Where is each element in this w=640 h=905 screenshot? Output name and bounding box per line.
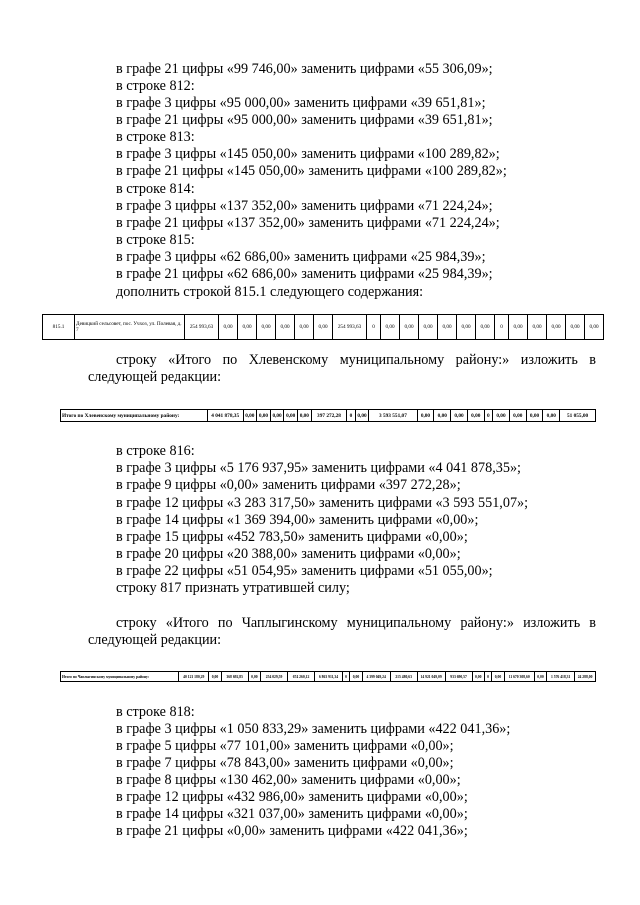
table-cell: 254 993,63: [185, 315, 219, 340]
table-cell: 0,00: [509, 410, 526, 422]
table-cell: 0,00: [528, 315, 547, 340]
table-cell: 0,00: [270, 410, 284, 422]
table-cell: Итого по Чаплыгинскому муниципальному району:: [61, 672, 179, 682]
table-cell: 0,00: [543, 410, 560, 422]
table-cell: Девицкий сельсовет, пос. Учхоз, ул. Полевая, д. 7: [75, 315, 185, 340]
table-cell: 0,00: [400, 315, 419, 340]
table-cell: 0,00: [547, 315, 566, 340]
paragraph-chaplyginsky-line2: следующей редакции:: [88, 632, 222, 648]
table-cell: 0: [367, 315, 381, 340]
text-line: в графе 3 цифры «62 686,00» заменить цифрами «25 984,39»;: [116, 249, 486, 265]
text-line: в графе 14 цифры «321 037,00» заменить цифрами «0,00»;: [116, 806, 468, 822]
table-cell: 0,00: [467, 410, 484, 422]
table-cell: 0,00: [492, 672, 504, 682]
text-line: в графе 21 цифры «99 746,00» заменить цифрами «55 306,09»;: [116, 61, 493, 77]
text-line: в графе 21 цифры «137 352,00» заменить цифрами «71 224,24»;: [116, 215, 500, 231]
text-line: в графе 3 цифры «1 050 833,29» заменить цифрами «422 041,36»;: [116, 721, 511, 737]
table-cell: 0,00: [457, 315, 476, 340]
table-cell: 0: [484, 410, 492, 422]
table-cell: 397 272,28: [311, 410, 347, 422]
table-cell: 0,00: [493, 410, 510, 422]
text-line: в строке 816:: [116, 443, 195, 459]
table-cell: 0,00: [238, 315, 257, 340]
paragraph-chaplyginsky-line1: строку «Итого по Чаплыгинскому муниципальному району:» изложить в: [116, 615, 596, 631]
text-line: в графе 3 цифры «95 000,00» заменить цифрами «39 651,81»;: [116, 95, 486, 111]
text-line: дополнить строкой 815.1 следующего содержания:: [116, 284, 424, 300]
table-cell: 14 921 049,09: [417, 672, 445, 682]
table-cell: 0,00: [355, 410, 369, 422]
text-line: в строке 815:: [116, 232, 195, 248]
table-cell: 11 670 308,60: [504, 672, 534, 682]
table-cell: 215 480,63: [390, 672, 417, 682]
table-cell: 0,00: [298, 410, 312, 422]
text-line: в графе 7 цифры «78 843,00» заменить цифрами «0,00»;: [116, 755, 454, 771]
table-cell: 0: [342, 672, 349, 682]
table-cell: 254 029,59: [261, 672, 288, 682]
table-cell: 0,00: [585, 315, 604, 340]
table-cell: 0: [495, 315, 509, 340]
text-line: в графе 22 цифры «51 054,95» заменить цифрами «51 055,00»;: [116, 563, 493, 579]
table-cell: 0,00: [476, 315, 495, 340]
text-line: в строке 814:: [116, 181, 195, 197]
table-cell: 0,00: [451, 410, 468, 422]
text-line: в строке 812:: [116, 78, 195, 94]
text-line: строку 817 признать утратившей силу;: [116, 580, 350, 596]
table-cell: 0,00: [284, 410, 298, 422]
table-cell: 0,00: [438, 315, 457, 340]
table-cell: 0,00: [257, 410, 271, 422]
table-cell: 815.1: [43, 315, 75, 340]
table-cell: 0,00: [417, 410, 434, 422]
text-line: в графе 20 цифры «20 388,00» заменить цифрами «0,00»;: [116, 546, 461, 562]
table-total-chaplyginsky: [60, 671, 596, 682]
text-line: в графе 21 цифры «145 050,00» заменить цифрами «100 289,82»;: [116, 163, 507, 179]
table-cell: 40 121 180,29: [179, 672, 209, 682]
table-cell: 0: [484, 672, 491, 682]
table-cell: 0,00: [350, 672, 362, 682]
table-cell: 0,00: [248, 672, 260, 682]
table-total-khlevensky: [60, 409, 596, 422]
table-cell: 0,00: [314, 315, 333, 340]
table-cell: 4 399 049,24: [362, 672, 390, 682]
text-line: в графе 3 цифры «5 176 937,95» заменить цифрами «4 041 878,35»;: [116, 460, 521, 476]
text-line: в графе 21 цифры «0,00» заменить цифрами «422 041,36»;: [116, 823, 468, 839]
table-cell: 0,00: [219, 315, 238, 340]
text-line: в строке 818:: [116, 704, 195, 720]
table-cell: 3 593 551,07: [369, 410, 417, 422]
table-cell: 0,00: [509, 315, 528, 340]
text-line: в графе 21 цифры «95 000,00» заменить цифрами «39 651,81»;: [116, 112, 493, 128]
table-cell: 0,00: [381, 315, 400, 340]
table-cell: 368 692,85: [221, 672, 248, 682]
table-cell: 0,00: [526, 410, 543, 422]
text-line: в графе 3 цифры «137 352,00» заменить цифрами «71 224,24»;: [116, 198, 493, 214]
paragraph-khlevensky-line2: следующей редакции:: [88, 369, 222, 385]
text-line: в графе 9 цифры «0,00» заменить цифрами «397 272,28»;: [116, 477, 461, 493]
table-cell: 0,00: [419, 315, 438, 340]
table-cell: 0,00: [209, 672, 221, 682]
table-row-815-1: [42, 314, 604, 340]
table-cell: 0,00: [534, 672, 546, 682]
table-cell: Итого по Хлевенскому муниципальному району:: [61, 410, 208, 422]
table-cell: 24 288,00: [575, 672, 596, 682]
paragraph-khlevensky-line1: строку «Итого по Хлевенскому муниципальному району:» изложить в: [116, 352, 596, 368]
table-cell: 0,00: [472, 672, 484, 682]
text-line: в графе 14 цифры «1 369 394,00» заменить цифрами «0,00»;: [116, 512, 479, 528]
text-line: в строке 813:: [116, 129, 195, 145]
text-line: в графе 3 цифры «145 050,00» заменить цифрами «100 289,82»;: [116, 146, 500, 162]
table-cell: 933 690,57: [445, 672, 472, 682]
text-line: в графе 8 цифры «130 462,00» заменить цифрами «0,00»;: [116, 772, 461, 788]
text-line: в графе 21 цифры «62 686,00» заменить цифрами «25 984,39»;: [116, 266, 493, 282]
table-cell: 0,00: [434, 410, 451, 422]
table-cell: 674 260,12: [288, 672, 315, 682]
table-cell: 0,00: [295, 315, 314, 340]
table-cell: 51 055,00: [560, 410, 596, 422]
text-line: в графе 12 цифры «3 283 317,50» заменить цифрами «3 593 551,07»;: [116, 495, 529, 511]
table-cell: 0,00: [276, 315, 295, 340]
text-line: в графе 5 цифры «77 101,00» заменить цифрами «0,00»;: [116, 738, 454, 754]
text-line: в графе 15 цифры «452 783,50» заменить цифрами «0,00»;: [116, 529, 468, 545]
table-cell: 254 993,63: [333, 315, 367, 340]
table-cell: 0: [347, 410, 355, 422]
text-line: в графе 12 цифры «432 986,00» заменить цифрами «0,00»;: [116, 789, 468, 805]
table-cell: 0,00: [243, 410, 257, 422]
table-cell: 0,00: [566, 315, 585, 340]
table-cell: 0,00: [257, 315, 276, 340]
table-cell: 4 041 878,35: [207, 410, 243, 422]
table-cell: 1 576 418,31: [547, 672, 575, 682]
table-cell: 6 863 911,34: [314, 672, 342, 682]
